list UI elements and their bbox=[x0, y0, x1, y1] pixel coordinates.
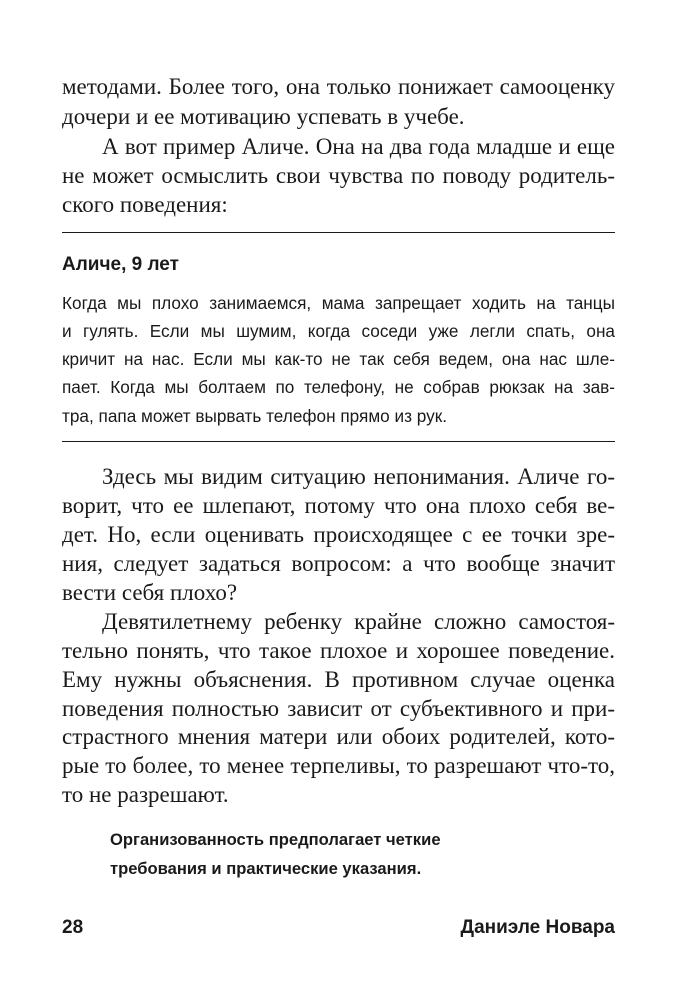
callout-line-2: требования и практические указания. bbox=[110, 859, 422, 878]
body-line-9: поведения полностью зависит от субъективного и при- bbox=[62, 696, 615, 721]
body-line-6: Девятилетнему ребенку крайне сложно самостоя- bbox=[102, 609, 615, 634]
body-line-10: страстного мнения матери или обоих родителей, кото- bbox=[62, 724, 615, 749]
callout-line-1: Организованность предполагает четкие bbox=[110, 830, 441, 849]
example-line-4: пает. Когда мы болтаем по телефону, не собрав рюкзак на зав- bbox=[62, 377, 615, 397]
body-line-11: рые то более, то менее терпеливы, то разрешают что-то, bbox=[62, 753, 615, 778]
author-name: Даниэле Новара bbox=[460, 917, 615, 938]
example-line-1: Когда мы плохо занимаемся, мама запрещает ходить на танцы bbox=[62, 293, 615, 313]
example-line-5: тра, папа может вырвать телефон прямо из рук. bbox=[62, 406, 447, 426]
body-line-8: Ему нужны объяснения. В противном случае оценка bbox=[62, 667, 615, 692]
box-bottom-rule bbox=[62, 441, 615, 442]
example-heading: Аличе, 9 лет bbox=[62, 254, 179, 275]
example-line-3: кричит на нас. Если мы как-то не так себя ведем, она нас шле- bbox=[62, 349, 615, 369]
page-number: 28 bbox=[62, 917, 84, 938]
body-line-3: дет. Но, если оценивать происходящее с ее точки зре- bbox=[62, 522, 615, 547]
intro-line-2: дочери и ее мотивацию успевать в учебе. bbox=[62, 104, 465, 129]
intro-line-3: А вот пример Аличе. Она на два года младше и еще bbox=[102, 134, 615, 159]
intro-line-5: ского поведения: bbox=[62, 192, 228, 217]
box-top-rule bbox=[62, 232, 615, 233]
body-line-7: тельно понять, что такое плохое и хорошее поведение. bbox=[62, 638, 615, 663]
body-line-4: ния, следует задаться вопросом: а что вообще значит bbox=[62, 551, 615, 576]
body-line-5: вести себя плохо? bbox=[62, 580, 238, 605]
body-line-1: Здесь мы видим ситуацию непонимания. Аличе го- bbox=[102, 464, 615, 489]
example-line-2: и гулять. Если мы шумим, когда соседи уже легли спать, она bbox=[62, 321, 615, 341]
body-line-12: то не разрешают. bbox=[62, 782, 229, 807]
intro-line-4: не может осмыслить свои чувства по поводу родитель- bbox=[62, 163, 615, 188]
intro-line-1: методами. Более того, она только понижает самооценку bbox=[62, 74, 615, 99]
body-line-2: ворит, что ее шлепают, потому что она плохо себя ве- bbox=[62, 493, 615, 518]
